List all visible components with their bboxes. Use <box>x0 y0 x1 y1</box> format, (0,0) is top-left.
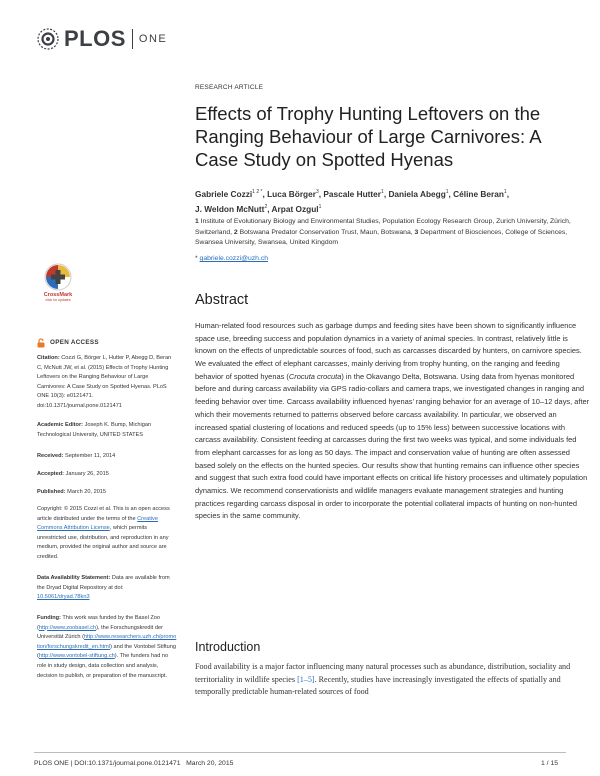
footer-divider <box>34 752 566 753</box>
introduction-heading: Introduction <box>195 640 261 654</box>
plos-one-logo <box>34 26 167 52</box>
data-availability-block: Data Availability Statement: Data are available from the Dryad Digital Repository at doi: 10.5061/dryad.78kn3 <box>37 575 170 601</box>
open-access-label: OPEN ACCESS <box>50 339 99 347</box>
funding-link[interactable]: http://www.zoobasel.ch <box>38 624 97 631</box>
crossmark-label: CrossMark <box>43 292 73 298</box>
author-list: Gabriele Cozzi$^{1 2 *}$, Luca Börger$^3$, Pascale Hutter$^1$, Daniela Abegg$^1$, Céline Beran$^1$, J. Weldon McNutt$^2$, Arpat Ozgul$^1$ <box>195 188 509 214</box>
citation-block <box>37 354 177 412</box>
author[interactable]: Gabriele Cozzi$^{1 2 *}$ <box>195 188 263 199</box>
page-number: 1 / 15 <box>541 760 559 767</box>
citation-label: Citation: <box>37 355 60 361</box>
copyright-block: Copyright: © 2015 Cozzi et al. This is an open access article distributed under the terms of the Creative Commons Attribution License, which permits unrestricted use, distribution, and reproduction in any medium, provided the original author and source are credited. <box>37 506 170 560</box>
email-link[interactable]: gabriele.cozzi@uzh.ch <box>199 255 269 262</box>
author[interactable]: Arpat Ozgul$^1$ <box>271 203 322 214</box>
author[interactable]: J. Weldon McNutt$^2$ <box>195 203 268 214</box>
author[interactable]: Daniela Abegg$^1$ <box>388 188 449 199</box>
crossmark-sub: click for updates <box>45 298 71 302</box>
author[interactable]: Pascale Hutter$^1$ <box>323 188 384 199</box>
corresponding-email <box>195 255 268 262</box>
received-block: Received: September 11, 2014 <box>37 453 116 459</box>
footer-citation: PLOS ONE | DOI:10.1371/journal.pone.0121471 March 20, 2015 <box>34 760 234 767</box>
author[interactable]: Luca Börger$^3$ <box>267 188 319 199</box>
logo-plos-text: PLOS <box>64 26 126 51</box>
funding-link[interactable]: http://www.researchers.uzh.ch/promotion/forschungskredit_en.html <box>37 634 177 650</box>
logo-one-text: ONE <box>138 33 168 45</box>
plos-mark-icon <box>34 26 62 52</box>
citation-text: Cozzi G, Börger L, Hutter P, Abegg D, Beran C, McNutt JW, et al. (2015) Effects of Trophy Hunting Leftovers on the Ranging Behaviour of Large Carnivores: A Case Study on Spotted Hyenas. PLoS ONE 10(3): e0121471. doi:10.1371/journal.pone.0121471 <box>37 355 172 409</box>
article-title: Effects of Trophy Hunting Leftovers on the Ranging Behaviour of Large Carnivores: A Case Study on Spotted Hyenas <box>195 103 541 170</box>
crossmark-icon <box>43 262 73 292</box>
funding-block: Funding: This work was funded by the Basel Zoo (http://www.zoobasel.ch), the Forschungskredit der Universität Zürich (http://www.researchers.uzh.ch/promotion/forschungskredit_en.html) and the Vontobel Stiftung (http://www.vontobel-stiftung.ch). The funders had no role in study design, data collection and analysis, decision to publish, or preparation of the manuscript. <box>37 615 177 679</box>
author[interactable]: Céline Beran$^1$ <box>453 188 507 199</box>
published-block: Published: March 20, 2015 <box>37 489 107 495</box>
editor-block: Academic Editor: Joseph K. Bump, Michigan Technological University, UNITED STATES <box>37 422 152 438</box>
article-type: RESEARCH ARTICLE <box>195 84 264 91</box>
funding-link[interactable]: http://www.vontobel-stiftung.ch <box>38 653 115 660</box>
accepted-block: Accepted: January 26, 2015 <box>37 471 109 477</box>
open-access-badge <box>37 338 177 348</box>
abstract-body: Human-related food resources such as garbage dumps and feeding sites have been shown to significantly influence space use, breeding success and population dynamics in a variety of animal species. In contrast, relatively little is known on the effects of unpredictable sources of food, such as carcasses discarded by hunters, on carnivore species. We evaluated the effect of elephant carcasses, mainly deriving from trophy hunting, on the ranging and feeding behavior of spotted hyenas (Crocuta crocuta) in the Okavango Delta, Botswana. Using data from hyenas monitored before and during carcass availability via GPS radio-collars and camera traps, we investigated changes in ranging and feeding behavior over time. Carcass availability influenced hyenas’ ranging behavior for an average of 10–12 days, after which their movements returned to patterns observed before carcass availability. In particular, we observed an increased spatial clustering of locations and reduced speeds (up to 15% less) between successive locations with carcass availability. Consistent feeding at carcasses during the first two weeks was typical, and some individuals fed from elephant carcasses for as long as 50 days. The impact and conservation value of hunting are often assessed based solely on the effects on the hunted species. Our results show that hunting remains can influence other species and suggest that such extra food could have important effects on critical life history processes and ultimately population dynamics. We recommend conservationists and wildlife managers evaluate management strategies and hunting practices regarding carcass disposal in order to incorporate the potential collateral impacts of hunting on non-hunted species in the same community. <box>195 321 590 521</box>
logo-divider <box>132 29 133 49</box>
open-lock-icon <box>37 338 45 348</box>
affiliations: 1 Institute of Evolutionary Biology and Environmental Studies, Population Ecology Research Group, Zurich University, Zürich, Switzerland, 2 Botswana Predator Conservation Trust, Maun, Botswana, 3 Department of Biosciences, College of Sciences, Swansea University, Swansea, United Kingdom <box>195 218 571 246</box>
dryad-link[interactable]: 10.5061/dryad.78kn3 <box>37 594 90 601</box>
cc-license-link[interactable]: Creative Commons Attribution License <box>37 515 158 532</box>
introduction-body: Food availability is a major factor influencing many natural processes such as abundance, distribution, sociality and territoriality in wildlife species [1–5]. Recently, studies have increasingly investigated the effects of spatially and temporally predictable human-related sources of food <box>195 662 571 697</box>
reference-link[interactable]: [1–5] <box>297 674 315 684</box>
crossmark-badge[interactable] <box>36 262 80 302</box>
abstract-heading: Abstract <box>195 292 249 308</box>
asterisk: * <box>195 255 198 262</box>
species-name: Crocuta crocuta <box>288 371 342 381</box>
